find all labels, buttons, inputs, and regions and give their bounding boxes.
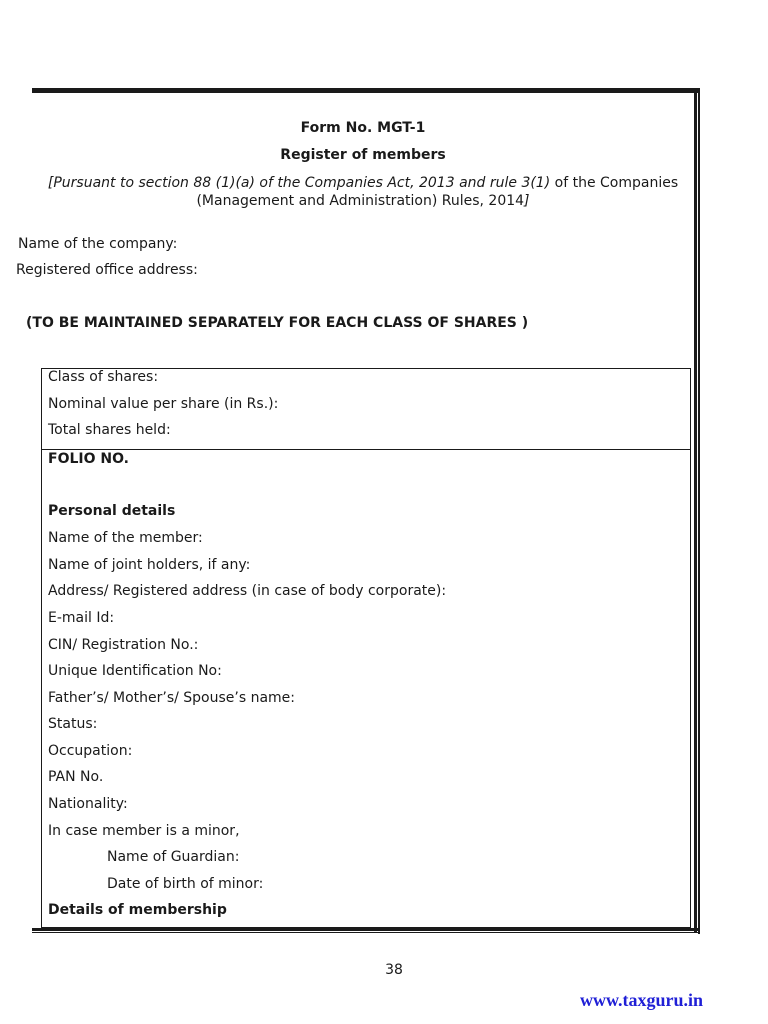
class-of-shares-label: Class of shares:	[48, 369, 159, 385]
pan-label: PAN No.	[48, 769, 104, 785]
register-title: Register of members	[280, 147, 446, 163]
parent-spouse-name-label: Father’s/ Mother’s/ Spouse’s name:	[48, 690, 296, 706]
right-border-rule-outer	[698, 88, 700, 934]
shares-section	[42, 369, 690, 450]
unique-id-label: Unique Identification No:	[48, 663, 222, 679]
joint-holders-label: Name of joint holders, if any:	[48, 557, 251, 573]
cin-label: CIN/ Registration No.:	[48, 637, 199, 653]
right-border-rule	[694, 88, 697, 932]
page-number: 38	[385, 962, 403, 978]
form-number-title: Form No. MGT-1	[300, 120, 426, 136]
top-border-rule	[32, 88, 700, 93]
minor-dob-label: Date of birth of minor:	[107, 876, 264, 892]
pursuant-close-bracket: ]	[524, 193, 530, 209]
taxguru-watermark-link[interactable]: www.taxguru.in	[580, 990, 704, 1010]
address-label: Address/ Registered address (in case of body corporate):	[48, 583, 447, 599]
bottom-border-rule	[32, 928, 700, 931]
pursuant-italic-text: [Pursuant to section 88 (1)(a) of the Companies Act, 2013 and rule 3(1)	[47, 175, 551, 191]
folio-number-label: FOLIO NO.	[48, 451, 129, 467]
registered-office-address-label: Registered office address:	[16, 262, 198, 278]
maintain-separately-note: (TO BE MAINTAINED SEPARATELY FOR EACH CLASS OF SHARES )	[26, 315, 529, 331]
occupation-label: Occupation:	[48, 743, 133, 759]
pursuant-line-two: (Management and Administration) Rules, 2014	[196, 193, 525, 209]
nominal-value-label: Nominal value per share (in Rs.):	[48, 396, 279, 412]
personal-details-heading: Personal details	[48, 503, 176, 519]
pursuant-regular-text: of the Companies	[550, 175, 679, 191]
guardian-name-label: Name of Guardian:	[107, 849, 240, 865]
member-name-label: Name of the member:	[48, 530, 203, 546]
minor-case-label: In case member is a minor,	[48, 823, 240, 839]
pursuant-statement	[32, 174, 694, 210]
member-details-table	[41, 368, 691, 928]
bottom-border-rule-thin	[32, 932, 700, 933]
total-shares-label: Total shares held:	[48, 422, 171, 438]
membership-details-heading: Details of membership	[48, 902, 227, 918]
nationality-label: Nationality:	[48, 796, 128, 812]
email-label: E-mail Id:	[48, 610, 115, 626]
company-name-label: Name of the company:	[18, 236, 178, 252]
status-label: Status:	[48, 716, 98, 732]
document-page	[0, 86, 700, 934]
